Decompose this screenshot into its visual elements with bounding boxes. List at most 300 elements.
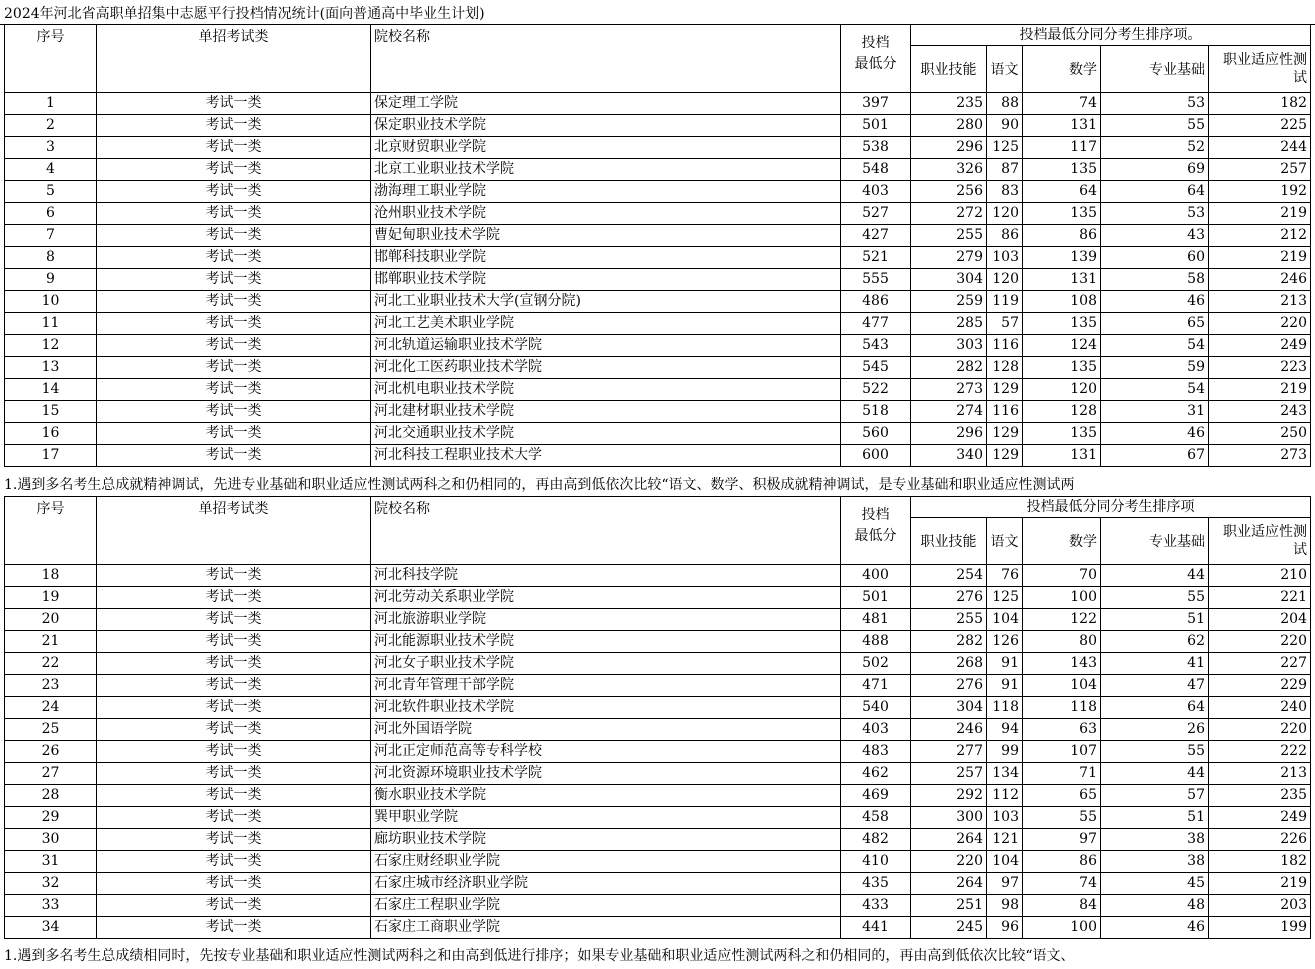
table-row <box>5 269 1311 291</box>
header-school: 院校名称 <box>371 497 841 565</box>
cell-min-score: 397 <box>841 93 911 115</box>
cell-aptitude-test: 226 <box>1209 829 1311 851</box>
cell-math: 108 <box>1023 291 1101 313</box>
cell-category: 考试一类 <box>97 653 371 675</box>
cell-math: 86 <box>1023 851 1101 873</box>
cell-category: 考试一类 <box>97 225 371 247</box>
cell-aptitude-test: 250 <box>1209 423 1311 445</box>
cell-vocational-skill: 257 <box>911 763 987 785</box>
cell-math: 71 <box>1023 763 1101 785</box>
cell-vocational-skill: 303 <box>911 335 987 357</box>
table-row <box>5 829 1311 851</box>
table-row <box>5 137 1311 159</box>
cell-category: 考试一类 <box>97 719 371 741</box>
cell-category: 考试一类 <box>97 423 371 445</box>
header-category: 单招考试类 <box>97 497 371 565</box>
cell-min-score: 527 <box>841 203 911 225</box>
cell-school: 保定职业技术学院 <box>371 115 841 137</box>
cell-school: 沧州职业技术学院 <box>371 203 841 225</box>
footnote-2: 1.遇到多名考生总成绩相同时，先按专业基础和职业适应性测试两科之和由高到低进行排序；如果专业基础和职业适应性测试两科之和仍相同的，再由高到低依次比较“语文、 <box>4 948 1075 964</box>
cell-professional-basics: 53 <box>1101 203 1209 225</box>
cell-category: 考试一类 <box>97 159 371 181</box>
cell-vocational-skill: 220 <box>911 851 987 873</box>
table-row <box>5 697 1311 719</box>
cell-math: 63 <box>1023 719 1101 741</box>
cell-chinese: 91 <box>987 653 1023 675</box>
cell-category: 考试一类 <box>97 785 371 807</box>
cell-school: 河北机电职业技术学院 <box>371 379 841 401</box>
cell-seq: 9 <box>5 269 97 291</box>
cell-seq: 6 <box>5 203 97 225</box>
cell-school: 河北交通职业技术学院 <box>371 423 841 445</box>
cell-professional-basics: 48 <box>1101 895 1209 917</box>
cell-aptitude-test: 182 <box>1209 851 1311 873</box>
cell-category: 考试一类 <box>97 829 371 851</box>
header-vocational-skill: 职业技能 <box>911 46 987 93</box>
cell-vocational-skill: 272 <box>911 203 987 225</box>
table-row <box>5 115 1311 137</box>
table-row <box>5 335 1311 357</box>
cell-chinese: 129 <box>987 423 1023 445</box>
footnote-1: 1.遇到多名考生总成就精神调试，先进专业基础和职业适应性测试两科之和仍相同的，再由高到低依次比较“语文、数学、积极成就精神调试，是专业基础和职业适应性测试两 <box>4 477 1075 493</box>
cell-vocational-skill: 285 <box>911 313 987 335</box>
cell-aptitude-test: 244 <box>1209 137 1311 159</box>
cell-min-score: 540 <box>841 697 911 719</box>
table-row <box>5 675 1311 697</box>
header-professional-basics: 专业基础 <box>1101 518 1209 565</box>
cell-min-score: 538 <box>841 137 911 159</box>
cell-math: 107 <box>1023 741 1101 763</box>
cell-professional-basics: 60 <box>1101 247 1209 269</box>
table-row <box>5 203 1311 225</box>
cell-vocational-skill: 264 <box>911 829 987 851</box>
cell-min-score: 410 <box>841 851 911 873</box>
cell-aptitude-test: 219 <box>1209 203 1311 225</box>
header-chinese: 语文 <box>987 46 1023 93</box>
cell-seq: 25 <box>5 719 97 741</box>
cell-aptitude-test: 273 <box>1209 445 1311 467</box>
cell-professional-basics: 59 <box>1101 357 1209 379</box>
cell-vocational-skill: 251 <box>911 895 987 917</box>
cell-professional-basics: 54 <box>1101 379 1209 401</box>
table-row <box>5 247 1311 269</box>
cell-seq: 29 <box>5 807 97 829</box>
table-row <box>5 225 1311 247</box>
cell-vocational-skill: 255 <box>911 609 987 631</box>
cell-professional-basics: 43 <box>1101 225 1209 247</box>
table-row <box>5 401 1311 423</box>
cell-min-score: 403 <box>841 181 911 203</box>
cell-aptitude-test: 204 <box>1209 609 1311 631</box>
cell-math: 104 <box>1023 675 1101 697</box>
cell-category: 考试一类 <box>97 137 371 159</box>
cell-math: 70 <box>1023 565 1101 587</box>
cell-seq: 16 <box>5 423 97 445</box>
table-row <box>5 423 1311 445</box>
cell-seq: 3 <box>5 137 97 159</box>
cell-seq: 23 <box>5 675 97 697</box>
cell-aptitude-test: 220 <box>1209 313 1311 335</box>
cell-chinese: 90 <box>987 115 1023 137</box>
cell-vocational-skill: 256 <box>911 181 987 203</box>
cell-chinese: 98 <box>987 895 1023 917</box>
header-aptitude-test: 职业适应性测试 <box>1209 518 1311 565</box>
cell-professional-basics: 53 <box>1101 93 1209 115</box>
cell-aptitude-test: 219 <box>1209 873 1311 895</box>
cell-seq: 12 <box>5 335 97 357</box>
cell-professional-basics: 67 <box>1101 445 1209 467</box>
cell-school: 石家庄城市经济职业学院 <box>371 873 841 895</box>
cell-math: 135 <box>1023 357 1101 379</box>
cell-category: 考试一类 <box>97 631 371 653</box>
cell-vocational-skill: 246 <box>911 719 987 741</box>
cell-min-score: 522 <box>841 379 911 401</box>
cell-category: 考试一类 <box>97 851 371 873</box>
cell-min-score: 521 <box>841 247 911 269</box>
table-row <box>5 609 1311 631</box>
cell-school: 衡水职业技术学院 <box>371 785 841 807</box>
cell-aptitude-test: 213 <box>1209 763 1311 785</box>
cell-school: 渤海理工职业学院 <box>371 181 841 203</box>
cell-vocational-skill: 245 <box>911 917 987 939</box>
cell-min-score: 555 <box>841 269 911 291</box>
table-row <box>5 631 1311 653</box>
table-row <box>5 851 1311 873</box>
header-min-score: 投档 最低分 <box>841 497 911 565</box>
cell-aptitude-test: 219 <box>1209 379 1311 401</box>
header-seq: 序号 <box>5 497 97 565</box>
cell-professional-basics: 54 <box>1101 335 1209 357</box>
cell-professional-basics: 26 <box>1101 719 1209 741</box>
cell-school: 石家庄工商职业学院 <box>371 917 841 939</box>
table-row <box>5 719 1311 741</box>
cell-category: 考试一类 <box>97 379 371 401</box>
cell-professional-basics: 65 <box>1101 313 1209 335</box>
cell-chinese: 125 <box>987 137 1023 159</box>
cell-school: 河北软件职业技术学院 <box>371 697 841 719</box>
cell-category: 考试一类 <box>97 587 371 609</box>
cell-school: 保定理工学院 <box>371 93 841 115</box>
cell-school: 北京工业职业技术学院 <box>371 159 841 181</box>
cell-chinese: 129 <box>987 445 1023 467</box>
cell-school: 廊坊职业技术学院 <box>371 829 841 851</box>
cell-min-score: 518 <box>841 401 911 423</box>
cell-seq: 28 <box>5 785 97 807</box>
cell-professional-basics: 55 <box>1101 741 1209 763</box>
cell-category: 考试一类 <box>97 895 371 917</box>
header-aptitude-test: 职业适应性测试 <box>1209 46 1311 93</box>
table-row <box>5 807 1311 829</box>
cell-min-score: 548 <box>841 159 911 181</box>
table-row <box>5 357 1311 379</box>
cell-chinese: 116 <box>987 401 1023 423</box>
cell-chinese: 120 <box>987 269 1023 291</box>
cell-aptitude-test: 223 <box>1209 357 1311 379</box>
cell-vocational-skill: 276 <box>911 675 987 697</box>
cell-professional-basics: 44 <box>1101 763 1209 785</box>
cell-chinese: 103 <box>987 807 1023 829</box>
cell-professional-basics: 44 <box>1101 565 1209 587</box>
cell-chinese: 97 <box>987 873 1023 895</box>
cell-aptitude-test: 219 <box>1209 247 1311 269</box>
cell-vocational-skill: 259 <box>911 291 987 313</box>
cell-vocational-skill: 282 <box>911 631 987 653</box>
cell-school: 河北正定师范高等专科学校 <box>371 741 841 763</box>
cell-chinese: 104 <box>987 851 1023 873</box>
cell-vocational-skill: 304 <box>911 697 987 719</box>
cell-min-score: 477 <box>841 313 911 335</box>
cell-math: 135 <box>1023 159 1101 181</box>
header-seq: 序号 <box>5 25 97 93</box>
cell-vocational-skill: 268 <box>911 653 987 675</box>
cell-aptitude-test: 243 <box>1209 401 1311 423</box>
table-row <box>5 379 1311 401</box>
cell-vocational-skill: 254 <box>911 565 987 587</box>
cell-aptitude-test: 229 <box>1209 675 1311 697</box>
cell-category: 考试一类 <box>97 203 371 225</box>
cell-professional-basics: 41 <box>1101 653 1209 675</box>
cell-school: 河北科技工程职业技术大学 <box>371 445 841 467</box>
header-ranking-group: 投档最低分同分考生排序项 <box>911 497 1311 518</box>
cell-seq: 31 <box>5 851 97 873</box>
table-row <box>5 785 1311 807</box>
cell-chinese: 94 <box>987 719 1023 741</box>
cell-professional-basics: 69 <box>1101 159 1209 181</box>
cell-aptitude-test: 225 <box>1209 115 1311 137</box>
cell-vocational-skill: 296 <box>911 423 987 445</box>
cell-vocational-skill: 235 <box>911 93 987 115</box>
cell-chinese: 76 <box>987 565 1023 587</box>
cell-min-score: 560 <box>841 423 911 445</box>
cell-chinese: 129 <box>987 379 1023 401</box>
cell-category: 考试一类 <box>97 763 371 785</box>
table-row <box>5 291 1311 313</box>
cell-seq: 13 <box>5 357 97 379</box>
cell-min-score: 427 <box>841 225 911 247</box>
cell-min-score: 482 <box>841 829 911 851</box>
cell-vocational-skill: 280 <box>911 115 987 137</box>
cell-math: 65 <box>1023 785 1101 807</box>
cell-seq: 4 <box>5 159 97 181</box>
cell-min-score: 403 <box>841 719 911 741</box>
table-row <box>5 565 1311 587</box>
cell-school: 河北旅游职业学院 <box>371 609 841 631</box>
cell-math: 97 <box>1023 829 1101 851</box>
cell-school: 河北外国语学院 <box>371 719 841 741</box>
cell-category: 考试一类 <box>97 807 371 829</box>
table-row <box>5 313 1311 335</box>
cell-professional-basics: 31 <box>1101 401 1209 423</box>
cell-vocational-skill: 340 <box>911 445 987 467</box>
cell-category: 考试一类 <box>97 445 371 467</box>
cell-seq: 8 <box>5 247 97 269</box>
cell-category: 考试一类 <box>97 401 371 423</box>
cell-vocational-skill: 300 <box>911 807 987 829</box>
cell-chinese: 88 <box>987 93 1023 115</box>
cell-aptitude-test: 257 <box>1209 159 1311 181</box>
table-row <box>5 159 1311 181</box>
cell-category: 考试一类 <box>97 291 371 313</box>
cell-school: 邯郸职业技术学院 <box>371 269 841 291</box>
cell-aptitude-test: 220 <box>1209 719 1311 741</box>
cell-professional-basics: 55 <box>1101 587 1209 609</box>
cell-aptitude-test: 213 <box>1209 291 1311 313</box>
cell-math: 100 <box>1023 587 1101 609</box>
cell-chinese: 91 <box>987 675 1023 697</box>
cell-math: 131 <box>1023 115 1101 137</box>
cell-seq: 24 <box>5 697 97 719</box>
cell-professional-basics: 38 <box>1101 851 1209 873</box>
cell-vocational-skill: 282 <box>911 357 987 379</box>
cell-chinese: 87 <box>987 159 1023 181</box>
cell-school: 巽甲职业学院 <box>371 807 841 829</box>
cell-vocational-skill: 279 <box>911 247 987 269</box>
cell-professional-basics: 55 <box>1101 115 1209 137</box>
table-row <box>5 93 1311 115</box>
cell-aptitude-test: 221 <box>1209 587 1311 609</box>
cell-seq: 1 <box>5 93 97 115</box>
cell-seq: 17 <box>5 445 97 467</box>
cell-seq: 27 <box>5 763 97 785</box>
cell-vocational-skill: 264 <box>911 873 987 895</box>
cell-school: 河北工艺美术职业学院 <box>371 313 841 335</box>
cell-school: 河北女子职业技术学院 <box>371 653 841 675</box>
cell-professional-basics: 51 <box>1101 609 1209 631</box>
cell-math: 128 <box>1023 401 1101 423</box>
cell-chinese: 57 <box>987 313 1023 335</box>
cell-vocational-skill: 296 <box>911 137 987 159</box>
cell-math: 80 <box>1023 631 1101 653</box>
cell-category: 考试一类 <box>97 565 371 587</box>
cell-math: 135 <box>1023 423 1101 445</box>
cell-professional-basics: 52 <box>1101 137 1209 159</box>
cell-aptitude-test: 199 <box>1209 917 1311 939</box>
cell-chinese: 118 <box>987 697 1023 719</box>
cell-chinese: 126 <box>987 631 1023 653</box>
cell-seq: 19 <box>5 587 97 609</box>
cell-aptitude-test: 220 <box>1209 631 1311 653</box>
cell-seq: 32 <box>5 873 97 895</box>
cell-vocational-skill: 274 <box>911 401 987 423</box>
cell-seq: 11 <box>5 313 97 335</box>
cell-chinese: 99 <box>987 741 1023 763</box>
header-vocational-skill: 职业技能 <box>911 518 987 565</box>
cell-school: 石家庄工程职业学院 <box>371 895 841 917</box>
header-category: 单招考试类 <box>97 25 371 93</box>
cell-seq: 30 <box>5 829 97 851</box>
cell-professional-basics: 46 <box>1101 917 1209 939</box>
cell-professional-basics: 46 <box>1101 423 1209 445</box>
cell-min-score: 545 <box>841 357 911 379</box>
cell-min-score: 458 <box>841 807 911 829</box>
sheet-title: 2024年河北省高职单招集中志愿平行投档情况统计(面向普通高中毕业生计划) <box>4 6 485 22</box>
cell-school: 河北资源环境职业技术学院 <box>371 763 841 785</box>
cell-professional-basics: 64 <box>1101 697 1209 719</box>
cell-math: 143 <box>1023 653 1101 675</box>
table-row <box>5 653 1311 675</box>
cell-category: 考试一类 <box>97 741 371 763</box>
cell-school: 曹妃甸职业技术学院 <box>371 225 841 247</box>
header-ranking-group: 投档最低分同分考生排序项。 <box>911 25 1311 46</box>
cell-min-score: 471 <box>841 675 911 697</box>
cell-category: 考试一类 <box>97 115 371 137</box>
cell-aptitude-test: 222 <box>1209 741 1311 763</box>
cell-aptitude-test: 210 <box>1209 565 1311 587</box>
cell-min-score: 435 <box>841 873 911 895</box>
cell-math: 117 <box>1023 137 1101 159</box>
cell-school: 河北轨道运输职业技术学院 <box>371 335 841 357</box>
cell-vocational-skill: 273 <box>911 379 987 401</box>
cell-chinese: 128 <box>987 357 1023 379</box>
table-row <box>5 741 1311 763</box>
cell-professional-basics: 45 <box>1101 873 1209 895</box>
cell-math: 84 <box>1023 895 1101 917</box>
table-row <box>5 587 1311 609</box>
cell-vocational-skill: 326 <box>911 159 987 181</box>
admission-table-2 <box>4 496 1311 939</box>
cell-min-score: 441 <box>841 917 911 939</box>
cell-min-score: 433 <box>841 895 911 917</box>
cell-seq: 18 <box>5 565 97 587</box>
cell-professional-basics: 51 <box>1101 807 1209 829</box>
table-row <box>5 917 1311 939</box>
table-row <box>5 445 1311 467</box>
cell-vocational-skill: 304 <box>911 269 987 291</box>
cell-min-score: 481 <box>841 609 911 631</box>
cell-category: 考试一类 <box>97 313 371 335</box>
cell-math: 131 <box>1023 269 1101 291</box>
cell-math: 135 <box>1023 203 1101 225</box>
cell-school: 河北工业职业技术大学(宣钢分院) <box>371 291 841 313</box>
cell-math: 124 <box>1023 335 1101 357</box>
cell-vocational-skill: 255 <box>911 225 987 247</box>
cell-professional-basics: 46 <box>1101 291 1209 313</box>
cell-school: 河北劳动关系职业学院 <box>371 587 841 609</box>
header-school: 院校名称 <box>371 25 841 93</box>
cell-math: 118 <box>1023 697 1101 719</box>
cell-chinese: 119 <box>987 291 1023 313</box>
cell-category: 考试一类 <box>97 917 371 939</box>
cell-seq: 7 <box>5 225 97 247</box>
cell-chinese: 120 <box>987 203 1023 225</box>
cell-category: 考试一类 <box>97 697 371 719</box>
cell-seq: 2 <box>5 115 97 137</box>
cell-seq: 33 <box>5 895 97 917</box>
cell-vocational-skill: 276 <box>911 587 987 609</box>
cell-chinese: 112 <box>987 785 1023 807</box>
cell-school: 河北能源职业技术学院 <box>371 631 841 653</box>
cell-chinese: 104 <box>987 609 1023 631</box>
cell-aptitude-test: 235 <box>1209 785 1311 807</box>
cell-category: 考试一类 <box>97 269 371 291</box>
cell-school: 石家庄财经职业学院 <box>371 851 841 873</box>
cell-chinese: 103 <box>987 247 1023 269</box>
cell-math: 122 <box>1023 609 1101 631</box>
cell-professional-basics: 62 <box>1101 631 1209 653</box>
cell-category: 考试一类 <box>97 357 371 379</box>
cell-seq: 10 <box>5 291 97 313</box>
cell-min-score: 488 <box>841 631 911 653</box>
cell-aptitude-test: 192 <box>1209 181 1311 203</box>
cell-min-score: 483 <box>841 741 911 763</box>
cell-aptitude-test: 227 <box>1209 653 1311 675</box>
table-row <box>5 873 1311 895</box>
cell-aptitude-test: 182 <box>1209 93 1311 115</box>
cell-seq: 5 <box>5 181 97 203</box>
header-min-score: 投档 最低分 <box>841 25 911 93</box>
cell-school: 邯郸科技职业学院 <box>371 247 841 269</box>
header-math: 数学 <box>1023 46 1101 93</box>
